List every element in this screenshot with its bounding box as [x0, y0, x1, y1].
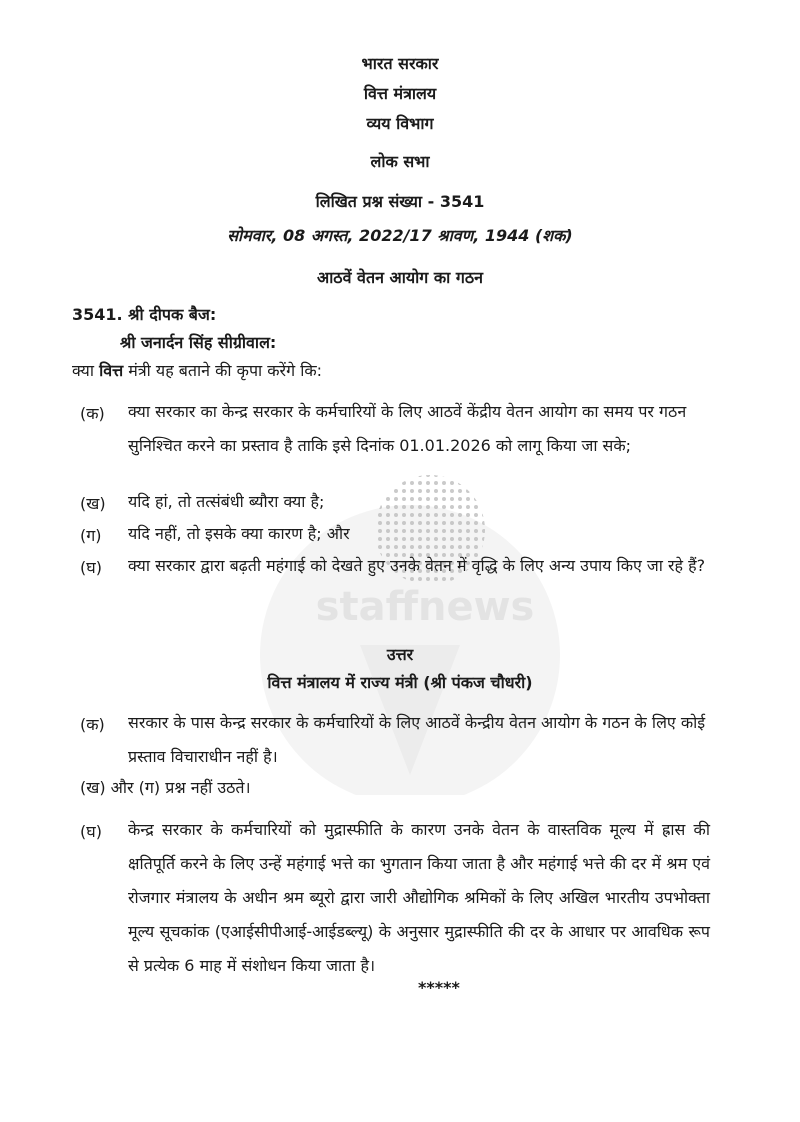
- q-part-ga-text: यदि नहीं, तो इसके क्या कारण है; और: [128, 524, 350, 543]
- a-part-kha-ga-text: (ख) और (ग) प्रश्न नहीं उठते।: [80, 778, 251, 797]
- intro-pre: क्या: [72, 361, 94, 380]
- q-part-ka-label: (क): [80, 404, 105, 423]
- end-mark: *****: [418, 978, 460, 997]
- asker-2: श्री जनार्दन सिंह सीग्रीवाल:: [120, 333, 277, 352]
- q-part-gha-text: क्या सरकार द्वारा बढ़ती महंगाई को देखते हुए उनके वेतन में वृद्धि के लिए अन्य उपाय किए जा रहे हैं?: [128, 556, 706, 575]
- header-ministry: वित्त मंत्रालय: [363, 84, 437, 103]
- intro-ministry: वित्त: [99, 361, 124, 380]
- question-intro: [72, 359, 322, 381]
- asker-1: 3541. श्री दीपक बैज:: [72, 305, 217, 324]
- a-part-gha-label: (घ): [80, 822, 102, 841]
- intro-post: मंत्री यह बताने की कृपा करेंगे कि:: [128, 361, 323, 380]
- watermark-text: staffnews: [315, 584, 535, 630]
- q-part-kha-label: (ख): [80, 494, 106, 513]
- q-part-kha-text: यदि हां, तो तत्संबंधी ब्यौरा क्या है;: [128, 492, 325, 511]
- q-part-ga-label: (ग): [80, 526, 102, 545]
- question-date: सोमवार, 08 अगस्त, 2022/17 श्रावण, 1944 (शक): [227, 226, 573, 245]
- a-part-gha-text: केन्द्र सरकार के कर्मचारियों को मुद्रास्फीति के कारण उनके वेतन के वास्तविक मूल्य में ह्रास की क्षतिपूर्ति करने के लिए उन्हें महंगाई भत्ते का भुगतान किया जाता है और महंगाई भत्ते की दर में श्रम एवं रोजगार मंत्रालय के अधीन श्रम ब्यूरो द्वारा जारी औद्योगिक श्रमिकों के लिए अखिल भारतीय उपभोक्ता मूल्य सूचकांक (एआईसीपीआई-आईडब्ल्यू) के अनुसार मुद्रास्फीति की दर के आधार पर आवधिक रूप से प्रत्येक 6 माह में संशोधन किया जाता है।: [128, 820, 710, 975]
- a-part-ka-text: सरकार के पास केन्द्र सरकार के कर्मचारियों के लिए आठवें केन्द्रीय वेतन आयोग के गठन के लिए कोई प्रस्ताव विचाराधीन नहीं है।: [128, 713, 706, 766]
- answer-minister: वित्त मंत्रालय में राज्य मंत्री (श्री पंकज चौधरी): [267, 673, 533, 692]
- a-part-ka-label: (क): [80, 715, 105, 734]
- question-number: लिखित प्रश्न संख्या - 3541: [315, 192, 485, 211]
- answer-heading: उत्तर: [386, 645, 414, 664]
- house-name: लोक सभा: [370, 152, 430, 171]
- header-govt: भारत सरकार: [361, 54, 439, 73]
- q-part-gha-label: (घ): [80, 558, 102, 577]
- subject-title: आठवें वेतन आयोग का गठन: [316, 268, 484, 287]
- q-part-ka-text: क्या सरकार का केन्द्र सरकार के कर्मचारियों के लिए आठवें केंद्रीय वेतन आयोग का समय पर गठन सुनिश्चित करने का प्रस्ताव है ताकि इसे दिनांक 01.01.2026 को लागू किया जा सके;: [128, 402, 687, 455]
- header-department: व्यय विभाग: [366, 114, 434, 133]
